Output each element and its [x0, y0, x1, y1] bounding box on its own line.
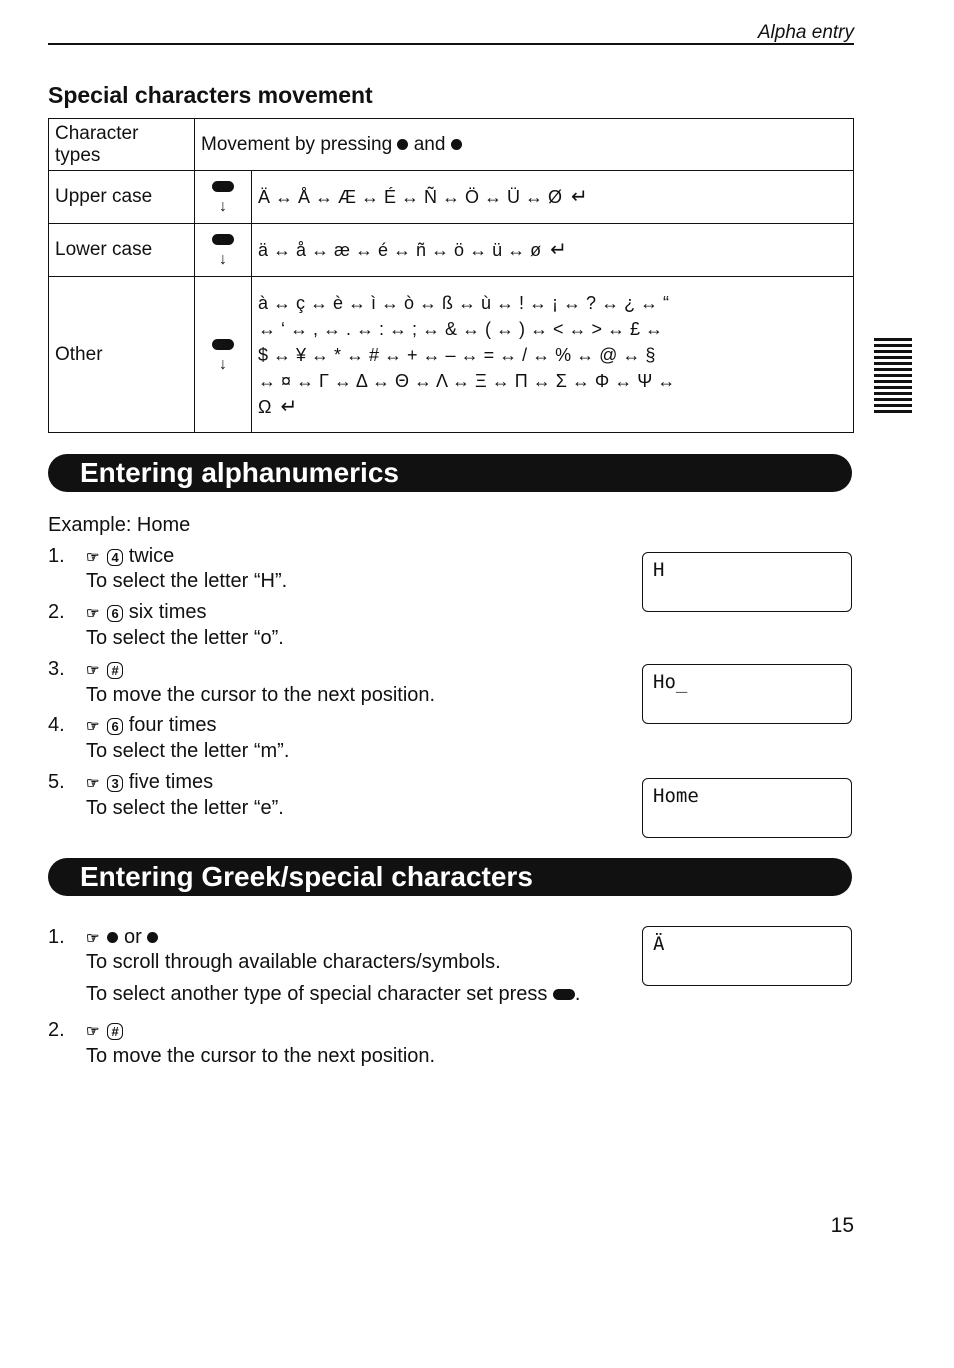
step-number: 3.: [48, 658, 65, 680]
header-rule: [48, 43, 854, 45]
return-icon: ↵: [571, 186, 588, 208]
special-key-icon: [212, 181, 234, 192]
step-instruction: ☞ or: [86, 926, 158, 949]
row-type-other: Other: [49, 277, 195, 433]
other-sequence-line: $ ↔ ¥ ↔ * ↔ # ↔ + ↔ – ↔ = ↔ / ↔ % ↔ @ ↔ §: [258, 344, 656, 365]
other-sequence-line: Ω: [258, 396, 272, 417]
special-key-icon: [212, 234, 234, 245]
lcd-display-h: H: [642, 552, 852, 612]
row-type-lower: Lower case: [49, 224, 195, 277]
down-key-icon: [147, 932, 158, 943]
step-instruction: [86, 658, 129, 681]
col-header-movement: Movement by pressing and: [195, 119, 854, 171]
step-description: To move the cursor to the next position.: [86, 684, 436, 706]
other-sequence-line: ↔ ¤ ↔ Γ ↔ Δ ↔ Θ ↔ Λ ↔ Ξ ↔ Π ↔ Σ ↔ Φ ↔ Ψ ↔: [258, 370, 676, 391]
row-type-upper: Upper case: [49, 171, 195, 224]
hand-pointer-icon: ☞: [86, 718, 100, 735]
hand-pointer-icon: ☞: [86, 662, 100, 679]
step-description: To select the letter “o”.: [86, 627, 284, 649]
return-icon: ↵: [280, 395, 298, 418]
step-description: To scroll through available characters/symbols.: [86, 951, 501, 973]
other-sequence-line: à ↔ ç ↔ è ↔ ì ↔ ò ↔ ß ↔ ù ↔ ! ↔ ¡ ↔ ? ↔ ¿ ↔ “: [258, 292, 670, 313]
greek-special-banner: Entering Greek/special characters: [48, 858, 852, 896]
hand-pointer-icon: ☞: [86, 775, 100, 792]
upper-case-sequence: Ä ↔ Å ↔ Æ ↔ É ↔ Ñ ↔ Ö ↔ Ü ↔ Ø: [258, 187, 563, 207]
up-key-icon: [397, 139, 408, 150]
lcd-display-ho: Ho_: [642, 664, 852, 724]
alphanumerics-banner: Entering alphanumerics: [48, 454, 852, 492]
step-description: To select the letter “H”.: [86, 570, 288, 592]
page-number: 15: [830, 1214, 854, 1237]
down-key-icon: [451, 139, 462, 150]
step-description: To select another type of special character set press .: [86, 983, 581, 1005]
hand-pointer-icon: ☞: [86, 930, 100, 947]
step-instruction: ☞ 6 four times: [86, 714, 217, 736]
up-key-icon: [107, 932, 118, 943]
lcd-display-special: Ä: [642, 926, 852, 986]
hash-key-icon: #: [107, 662, 122, 679]
hash-key-icon: #: [107, 1023, 122, 1040]
key-4-icon: 4: [107, 549, 122, 566]
step-number: 1.: [48, 545, 65, 567]
special-characters-heading: Special characters movement: [48, 82, 373, 108]
step-description: To move the cursor to the next position.: [86, 1045, 436, 1067]
arrow-down-icon: ↓: [219, 198, 227, 215]
lower-case-sequence: ä ↔ å ↔ æ ↔ é ↔ ñ ↔ ö ↔ ü ↔ ø: [258, 240, 542, 260]
hand-pointer-icon: ☞: [86, 605, 100, 622]
hand-pointer-icon: ☞: [86, 1023, 100, 1040]
other-sequence-line: ↔ ‘ ↔ , ↔ . ↔ : ↔ ; ↔ & ↔ ( ↔ ) ↔ < ↔ > ↔ £ ↔: [258, 318, 664, 339]
special-key-icon: [553, 989, 575, 1000]
hand-pointer-icon: ☞: [86, 549, 100, 566]
step-number: 2.: [48, 1019, 65, 1041]
key-6-icon: 6: [107, 718, 122, 735]
step-number: 1.: [48, 926, 65, 948]
step-instruction: ☞ 4 twice: [86, 545, 175, 567]
key-6-icon: 6: [107, 605, 122, 622]
example-text: Example: Home: [48, 514, 191, 536]
step-instruction: [86, 1019, 129, 1042]
key-3-icon: 3: [107, 775, 122, 792]
running-head: Alpha entry: [757, 22, 854, 43]
col-header-type: Character types: [49, 119, 195, 171]
special-characters-table: [48, 118, 854, 433]
step-instruction: ☞ 3 five times: [86, 771, 214, 793]
step-instruction: ☞ 6 six times: [86, 601, 207, 623]
step-description: To select the letter “m”.: [86, 740, 290, 762]
step-number: 4.: [48, 714, 65, 736]
special-key-icon: [212, 339, 234, 350]
step-number: 5.: [48, 771, 65, 793]
lcd-display-home: Home: [642, 778, 852, 838]
step-description: To select the letter “e”.: [86, 797, 284, 819]
arrow-down-icon: ↓: [219, 355, 227, 373]
thumb-index-mark: [874, 338, 912, 416]
return-icon: ↵: [550, 239, 567, 261]
step-number: 2.: [48, 601, 65, 623]
arrow-down-icon: ↓: [219, 251, 227, 268]
